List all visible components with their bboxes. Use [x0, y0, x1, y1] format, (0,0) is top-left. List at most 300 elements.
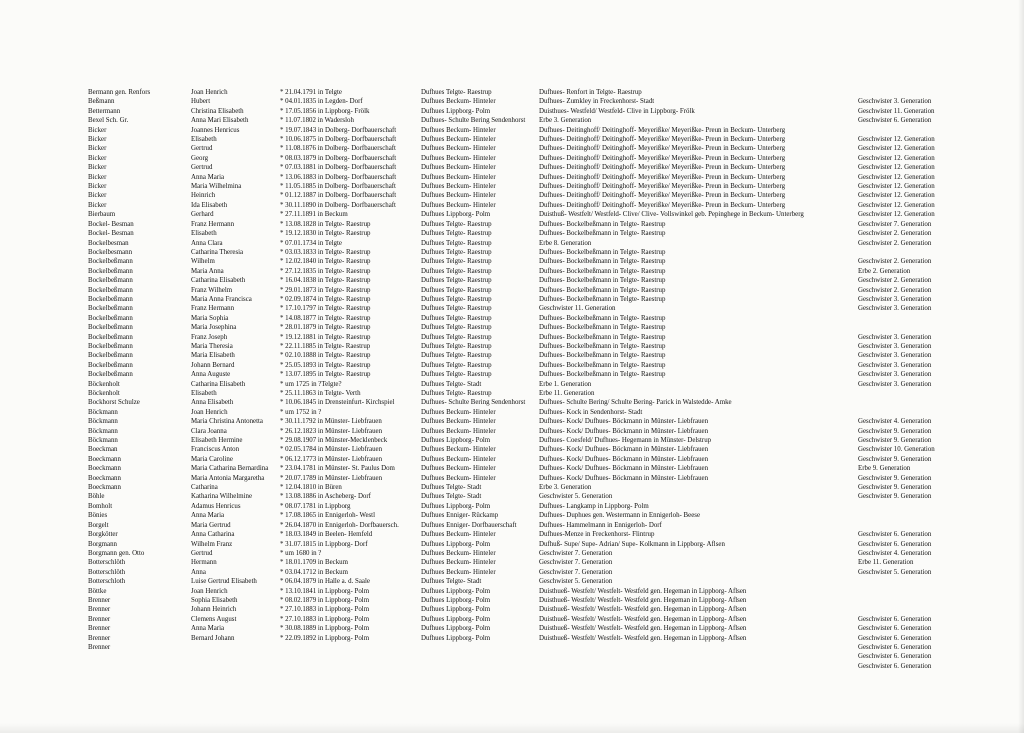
given-name-cell: Ida Elisabeth: [191, 201, 228, 209]
origin-cell: Dufhues Telgte- Raestrup: [421, 305, 492, 313]
origin-cell: Dufhues Telgte- Raestrup: [421, 286, 492, 294]
generation-cell: Geschwister 6. Generation: [858, 531, 932, 539]
surname-cell: Bomholt: [88, 502, 113, 510]
origin-cell: Dufhues Telgte- Raestrup: [421, 361, 492, 369]
surname-cell: Boeckmann: [88, 474, 121, 482]
family-line-cell: Dufhues- Kock/ Dufhues- Böckmann in Münster- Liebfrauen: [539, 427, 709, 435]
generation-cell: Geschwister 2. Generation: [858, 286, 932, 294]
birth-cell: * 23.04.1781 in Münster- St. Paulus Dom: [280, 465, 395, 473]
birth-cell: * 02.05.1784 in Münster- Liebfrauen: [280, 446, 383, 454]
birth-cell: * 28.01.1879 in Telgte- Raestrup: [280, 324, 371, 332]
generation-cell: [858, 248, 978, 257]
generation-cell: Geschwister 9. Generation: [858, 455, 932, 463]
surname-cell: Böhle: [88, 493, 105, 501]
family-line-cell: Dufhues- Deitinghoff/ Deitinghoff- Meyerißke/ Meyerißke- Preun in Beckum- Unterberg: [539, 164, 786, 172]
surname-cell: Borgkötter: [88, 531, 118, 539]
generation-cell: Geschwister 6. Generation: [858, 540, 932, 548]
birth-cell: * 25.05.1893 in Telgte- Raestrup: [280, 361, 371, 369]
origin-cell: Dufhues Lippborg- Polm: [421, 437, 491, 445]
family-line-cell: Erbe 1. Generation: [539, 380, 592, 388]
generation-cell: Geschwister 6. Generation: [858, 634, 932, 642]
family-line-cell: Erbe 3. Generation: [539, 117, 592, 125]
origin-cell: Dufhues Beckum- Hinteler: [421, 474, 496, 482]
surname-cell: Boeckman: [88, 446, 118, 454]
surname-cell: Böckmann: [88, 418, 118, 426]
birth-cell: * 14.08.1877 in Telgte- Raestrup: [280, 314, 371, 322]
origin-cell: Dufhues Lippborg- Polm: [421, 625, 491, 633]
family-line-cell: Dufhues- Renfort in Telgte- Raestrup: [539, 89, 642, 96]
family-line-cell: Dufhues- Deitinghoff/ Deitinghoff- Meyerißke/ Meyerißke- Preun in Beckum- Unterberg: [539, 183, 786, 191]
surname-cell: Bicker: [88, 164, 107, 172]
given-name-cell: Franciscus Anton: [191, 446, 240, 454]
generation-cell: Geschwister 3. Generation: [858, 305, 932, 313]
origin-cell: Dufhues Beckum- Hinteler: [421, 418, 496, 426]
origin-cell: Dufhues Telgte- Raestrup: [421, 248, 492, 256]
birth-cell: * 18.03.1849 in Beelen- Hemfeld: [280, 531, 373, 539]
given-name-cell: Franz Joseph: [191, 333, 228, 341]
origin-cell: Dufhues Telgte- Raestrup: [421, 333, 492, 341]
given-name-cell: Christina Elisabeth: [191, 107, 244, 115]
given-name-cell: Hermann: [191, 559, 217, 567]
given-name-cell: Gertrud: [191, 145, 213, 153]
birth-cell: * 03.04.1712 in Beckum: [280, 568, 348, 576]
family-line-cell: Duisthueß- Westfelt/ Westfelt- Westfeld gen. Hegeman in Lippborg- Aflsen: [539, 596, 747, 604]
birth-cell: * 10.06.1845 in Drensteinfurt- Kirchspiel: [280, 399, 395, 407]
origin-cell: Dufhues Beckum- Hinteler: [421, 201, 496, 209]
surname-cell: Botterschlöth: [88, 559, 126, 567]
surname-cell: Beßmann: [88, 98, 115, 106]
origin-cell: Dufhues Beckum- Hinteler: [421, 145, 496, 153]
generation-cell: Geschwister 12. Generation: [858, 164, 935, 172]
given-name-cell: Catharina Elisabeth: [191, 380, 246, 388]
given-name-cell: Joan Henrich: [191, 587, 228, 595]
origin-cell: Dufhues Lippborg- Polm: [421, 634, 491, 642]
origin-cell: Dufhues Lippborg- Polm: [421, 540, 491, 548]
family-line-cell: Duisthueß- Westfelt/ Westfelt- Westfeld gen. Hegeman in Lippborg- Aflsen: [539, 634, 747, 642]
surname-cell: Bockelbeßmann: [88, 333, 133, 341]
given-name-cell: Maria Gertrud: [191, 521, 231, 529]
family-line-cell: Dufhues- Bockelbeßmann in Telgte- Raestrup: [539, 333, 666, 341]
given-name-cell: Anna Elisabeth: [191, 399, 234, 407]
family-line-cell: Dufhues- Bockelbeßmann in Telgte- Raestrup: [539, 314, 666, 322]
family-line-cell: Dufhues- Bockelbeßmann in Telgte- Raestrup: [539, 258, 666, 266]
origin-cell: Dufhues Beckum- Hinteler: [421, 465, 496, 473]
given-name-cell: Maria Christina Antonetta: [191, 418, 263, 426]
given-name-cell: Johann Heinrich: [191, 606, 237, 614]
surname-cell: Bermann gen. Renfors: [88, 89, 151, 96]
generation-cell: Geschwister 3. Generation: [858, 361, 932, 369]
surname-cell: Bockelbeßmann: [88, 305, 133, 313]
origin-cell: Dufhues Enniger- Dorfbauerschaft: [421, 521, 517, 529]
family-line-cell: Duisthuß- Westfelt/ Westfeld- Clive/ Clive- Vollswinkel geb. Pepinghege in Beckum- Unterberg: [539, 211, 804, 219]
generation-cell: [858, 521, 978, 530]
generation-cell: [858, 88, 978, 97]
origin-cell: Dufhues Telgte- Stadt: [421, 380, 482, 388]
birth-column: [280, 88, 416, 643]
given-name-cell: Maria Wilhelmina: [191, 183, 242, 191]
generation-cell: Geschwister 2. Generation: [858, 258, 932, 266]
birth-cell: * 17.10.1797 in Telgte- Raestrup: [280, 305, 371, 313]
generation-cell: Geschwister 6. Generation: [858, 625, 932, 633]
generation-cell: Geschwister 6. Generation: [858, 643, 932, 651]
generation-cell: Geschwister 12. Generation: [858, 154, 935, 162]
given-name-cell: Bernard Johann: [191, 634, 235, 642]
given-name-cell: Elisabeth: [191, 136, 217, 144]
surname-cell: Bicker: [88, 126, 107, 134]
family-line-cell: Dufhues- Bockelbeßmann in Telgte- Raestrup: [539, 277, 666, 285]
origin-cell: Dufhues Telgte- Raestrup: [421, 342, 492, 350]
generation-cell: Geschwister 12. Generation: [858, 136, 935, 144]
birth-cell: * 31.07.1815 in Lippborg- Dorf: [280, 540, 368, 548]
origin-cell: Dufhues Telgte- Raestrup: [421, 314, 492, 322]
generation-cell: [858, 605, 978, 614]
generation-cell: Geschwister 5. Generation: [858, 568, 932, 576]
family-line-cell: Dufhues- Kock/ Dufhues- Böckmann in Münster- Liebfrauen: [539, 474, 709, 482]
birth-cell: * 19.07.1843 in Dolberg- Dorfbauerschaft: [280, 126, 397, 134]
generation-cell: Geschwister 9. Generation: [858, 474, 932, 482]
surname-cell: Borgmann: [88, 540, 117, 548]
generation-cell: Geschwister 10. Generation: [858, 446, 935, 454]
given-name-cell: Elisabeth: [191, 230, 217, 238]
given-name-cell: Maria Catharina Bernardina: [191, 465, 269, 473]
page-edge-shadow: [1018, 0, 1024, 733]
birth-cell: * 10.06.1875 in Dolberg- Dorfbauerschaft: [280, 136, 397, 144]
surname-cell: Botterschlöth: [88, 568, 126, 576]
family-line-cell: Erbe 3. Generation: [539, 484, 592, 492]
surname-cell: Bicker: [88, 136, 107, 144]
family-line-cell: Dufhues- Deitinghoff/ Deitinghoff- Meyerißke/ Meyerißke- Preun in Beckum- Unterberg: [539, 192, 786, 200]
birth-cell: * 02.09.1874 in Telgte- Raestrup: [280, 295, 371, 303]
origin-cell: Dufhues Beckum- Hinteler: [421, 559, 496, 567]
given-name-cell: Maria Anna: [191, 267, 224, 275]
given-name-cell: Anna Mari Elisabeth: [191, 117, 249, 125]
family-line-cell: Duisthueß- Westfelt/ Westfelt- Westfeld gen. Hegeman in Lippborg- Aflsen: [539, 615, 747, 623]
birth-cell: * 11.08.1876 in Dolberg- Dorfbauerschaft: [280, 145, 396, 153]
origin-cell: Dufhues Beckum- Hinteler: [421, 126, 496, 134]
birth-cell: * 29.08.1907 in Münster-Mecklenbeck: [280, 437, 388, 445]
surname-cell: Bockelbesman: [88, 239, 129, 247]
given-name-cell: Wilhelm Franz: [191, 540, 233, 548]
origin-cell: Dufhues Telgte- Raestrup: [421, 89, 492, 96]
birth-cell: * 27.10.1883 in Lippborg- Polm: [280, 615, 370, 623]
origin-cell: Dufhues Telgte- Raestrup: [421, 371, 492, 379]
origin-cell: Dufhues Beckum- Hinteler: [421, 568, 496, 576]
family-line-cell: Dufhues- Coesfeld/ Dufhues- Hegemann in Münster- Delstrup: [539, 437, 712, 445]
given-name-cell: Maria Sophia: [191, 314, 229, 322]
generation-cell: [858, 577, 978, 586]
origin-cell: Dufhues Telgte- Raestrup: [421, 258, 492, 266]
given-name-column: [191, 88, 279, 643]
generation-cell: Geschwister 2. Generation: [858, 239, 932, 247]
surname-cell: Bierbaum: [88, 211, 116, 219]
origin-cell: Dufhues Telgte- Raestrup: [421, 220, 492, 228]
origin-cell: Dufhues Telgte- Raestrup: [421, 352, 492, 360]
birth-cell: * 13.06.1883 in Dolberg- Dorfbauerschaft: [280, 173, 397, 181]
given-name-cell: Anna Auguste: [191, 371, 231, 379]
family-line-cell: Duisthueß- Westfelt/ Westfelt- Westfeld gen. Hegeman in Lippborg- Aflsen: [539, 587, 747, 595]
family-line-cell: Dufhues- Duphues gen. Westermann in Ennigerloh- Beese: [539, 512, 701, 520]
origin-cell: Dufhues Telgte- Raestrup: [421, 324, 492, 332]
birth-cell: * 03.03.1833 in Telgte- Raestrup: [280, 248, 371, 256]
generation-cell: Geschwister 12. Generation: [858, 201, 935, 209]
origin-cell: Dufhues Beckum- Hinteler: [421, 173, 496, 181]
birth-cell: * 18.01.1709 in Beckum: [280, 559, 348, 567]
family-line-cell: Dufhues- Deitinghoff/ Deitinghoff- Meyerißke/ Meyerißke- Preun in Beckum- Unterberg: [539, 145, 786, 153]
origin-cell: Dufhues Telgte- Stadt: [421, 578, 482, 586]
family-line-cell: Dufhues- Deitinghoff/ Deitinghoff- Meyerißke/ Meyerißke- Preun in Beckum- Unterberg: [539, 126, 786, 134]
birth-cell: * um 1752 in ?: [280, 408, 322, 416]
generation-cell: Erbe 2. Generation: [858, 267, 911, 275]
generation-cell: [858, 596, 978, 605]
given-name-cell: Elisabeth: [191, 390, 217, 397]
family-line-cell: Dufhues-Menze in Freckenhorst- Flintrup: [539, 531, 655, 539]
birth-cell: * 07.03.1881 in Dolberg- Dorfbauerschaft: [280, 164, 397, 172]
generation-cell: Geschwister 6. Generation: [858, 615, 932, 623]
family-line-cell: Dufhues- Deitinghoff/ Deitinghoff- Meyerißke/ Meyerißke- Preun in Beckum- Unterberg: [539, 154, 786, 162]
family-line-cell: Dufhues- Bockelbeßmann in Telgte- Raestrup: [539, 295, 666, 303]
family-line-cell: Dufhues- Bockelbeßmann in Telgte- Raestrup: [539, 324, 666, 332]
birth-cell: * 27.11.1891 in Beckum: [280, 211, 348, 219]
generation-cell: [858, 398, 978, 407]
surname-cell: Brenner: [88, 596, 111, 604]
birth-cell: * 17.05.1856 in Lippborg- Frölk: [280, 107, 370, 115]
family-line-cell: Erbe 11. Generation: [539, 390, 595, 397]
generation-cell: Geschwister 12. Generation: [858, 183, 935, 191]
surname-cell: Bönies: [88, 512, 108, 520]
origin-cell: Dufhues Beckum- Hinteler: [421, 183, 496, 191]
origin-cell: Dufhues Lippborg- Polm: [421, 587, 491, 595]
generation-cell: Geschwister 6. Generation: [858, 117, 932, 125]
generation-cell: Geschwister 12. Generation: [858, 173, 935, 181]
surname-cell: Brenner: [88, 634, 111, 642]
birth-cell: * 25.11.1863 in Telgte- Verth: [280, 390, 361, 397]
birth-cell: * 30.11.1890 in Dolberg- Dorfbauerschaft: [280, 201, 396, 209]
birth-cell: * 22.11.1885 in Telgte- Raestrup: [280, 342, 371, 350]
surname-cell: Bockel- Besman: [88, 220, 134, 228]
surname-cell: Bexel Sch. Gr.: [88, 117, 129, 125]
family-line-cell: Duisthueß- Westfelt/ Westfelt- Westfeld gen. Hegeman in Lippborg- Aflsen: [539, 606, 747, 614]
origin-cell: Dufhues Beckum- Hinteler: [421, 446, 496, 454]
origin-cell: Dufhues Beckum- Hinteler: [421, 531, 496, 539]
birth-cell: * 17.08.1865 in Ennigerloh- Westl: [280, 512, 376, 520]
surname-cell: Bockelbeßmann: [88, 352, 133, 360]
generation-cell: Geschwister 9. Generation: [858, 484, 932, 492]
family-line-cell: Dufhues- Deitinghoff/ Deitinghoff- Meyerißke/ Meyerißke- Preun in Beckum- Unterberg: [539, 136, 786, 144]
surname-cell: Boeckmann: [88, 455, 121, 463]
family-line-cell: Dufhues- Zumkley in Freckenhorst- Stadt: [539, 98, 655, 106]
birth-cell: * 19.12.1830 in Telgte- Raestrup: [280, 230, 371, 238]
surname-cell: Bockelbeßmann: [88, 314, 133, 322]
generation-cell: [858, 389, 978, 398]
generation-cell: Geschwister 6. Generation: [858, 653, 932, 661]
origin-cell: Dufhues Lippborg- Polm: [421, 502, 491, 510]
generation-column: [858, 88, 978, 671]
origin-cell: Dufhues Telgte- Raestrup: [421, 230, 492, 238]
origin-cell: Dufhues Beckum- Hinteler: [421, 164, 496, 172]
surname-cell: Bicker: [88, 183, 107, 191]
given-name-cell: Anna Clara: [191, 239, 223, 247]
surname-cell: Böckmann: [88, 437, 118, 445]
given-name-cell: Maria Elisabeth: [191, 352, 235, 360]
family-line-cell: Dufhues- Deitinghoff/ Deitinghoff- Meyerißke/ Meyerißke- Preun in Beckum- Unterberg: [539, 173, 786, 181]
surname-cell: Borgmann gen. Otto: [88, 549, 145, 557]
surname-cell: Boeckmann: [88, 465, 121, 473]
generation-cell: Geschwister 4. Generation: [858, 549, 932, 557]
family-line-cell: Duisthueß- Westfelt/ Westfelt- Westfeld gen. Hegeman in Lippborg- Aflsen: [539, 625, 747, 633]
family-line-cell: Dufhues- Bockelbeßmann in Telgte- Raestrup: [539, 342, 666, 350]
origin-cell: Dufhues Beckum- Hinteler: [421, 136, 496, 144]
family-line-cell: Geschwister 7. Generation: [539, 568, 613, 576]
given-name-cell: Katharina Wilhelmine: [191, 493, 253, 501]
origin-cell: Dufhues Beckum- Hinteler: [421, 192, 496, 200]
birth-cell: * 13.08.1886 in Ascheberg- Dorf: [280, 493, 371, 501]
family-line-cell: Dufhues- Deitinghoff/ Deitinghoff- Meyerißke/ Meyerißke- Preun in Beckum- Unterberg: [539, 201, 786, 209]
family-line-cell: Dufhues- Kock/ Dufhues- Böckmann in Münster- Liebfrauen: [539, 455, 709, 463]
given-name-cell: Gertrud: [191, 164, 213, 172]
generation-cell: [858, 323, 978, 332]
birth-cell: * 06.04.1879 in Halle a. d. Saale: [280, 578, 370, 586]
given-name-cell: Hubert: [191, 98, 211, 106]
origin-cell: Dufhues Telgte- Raestrup: [421, 267, 492, 275]
birth-cell: * 11.07.1802 in Wadersloh: [280, 117, 354, 125]
birth-cell: * 12.04.1810 in Büren: [280, 484, 342, 492]
surname-cell: Bockel- Besman: [88, 230, 134, 238]
surname-column: [88, 88, 184, 652]
surname-cell: Bockelbeßmann: [88, 371, 133, 379]
family-line-cell: Dufhues- Bockelbeßmann in Telgte- Raestrup: [539, 267, 666, 275]
birth-cell: * 13.08.1828 in Telgte- Raestrup: [280, 220, 371, 228]
birth-cell: * 13.10.1841 in Lippborg- Polm: [280, 587, 370, 595]
origin-cell: Dufhues Enniger- Rückamp: [421, 512, 499, 520]
family-line-cell: Dufhuß- Supe/ Supe- Adrian/ Supe- Kolkmann in Lippborg- Aflsen: [539, 540, 725, 548]
origin-cell: Dufhues Lippborg- Polm: [421, 615, 491, 623]
birth-cell: * 02.10.1888 in Telgte- Raestrup: [280, 352, 371, 360]
origin-cell: Dufhues Telgte- Raestrup: [421, 390, 492, 397]
family-line-cell: Dufhues- Kock/ Dufhues- Böckmann in Münster- Liebfrauen: [539, 465, 709, 473]
generation-cell: Erbe 11. Generation: [858, 559, 914, 567]
birth-cell: * 01.12.1887 in Dolberg- Dorfbauerschaft: [280, 192, 397, 200]
surname-cell: Bockelbeßmann: [88, 324, 133, 332]
birth-cell: * 26.12.1823 in Münster- Liebfrauen: [280, 427, 383, 435]
origin-cell: Dufhues Beckum- Hinteler: [421, 408, 496, 416]
surname-cell: Bockelbeßmann: [88, 258, 133, 266]
birth-cell: * 07.01.1734 in Telgte: [280, 239, 342, 247]
generation-cell: Geschwister 3. Generation: [858, 380, 932, 388]
given-name-cell: Wilhelm: [191, 258, 215, 266]
given-name-cell: Gertrud: [191, 549, 213, 557]
given-name-cell: Maria Anna Francisca: [191, 295, 252, 303]
family-line-cell: Dufhues- Hammelmann in Ennigerloh- Dorf: [539, 521, 662, 529]
origin-column: [421, 88, 531, 643]
generation-cell: Geschwister 3. Generation: [858, 333, 932, 341]
given-name-cell: Heinrich: [191, 192, 216, 200]
origin-cell: Dufhues Lippborg- Polm: [421, 211, 491, 219]
family-line-cell: Geschwister 5. Generation: [539, 578, 613, 586]
surname-cell: Böckenholt: [88, 380, 120, 388]
family-line-cell: Duisthues- Westfeld/ Westfeld- Clive in Lippborg- Frölk: [539, 107, 695, 115]
generation-cell: Geschwister 2. Generation: [858, 277, 932, 285]
family-line-cell: Geschwister 11. Generation: [539, 305, 616, 313]
origin-cell: Dufhues- Schulte Bering Sendenhorst: [421, 117, 526, 125]
generation-cell: [858, 502, 978, 511]
family-line-cell: Dufhues- Bockelbeßmann in Telgte- Raestrup: [539, 286, 666, 294]
given-name-cell: Franz Wilhelm: [191, 286, 233, 294]
birth-cell: * 29.01.1873 in Telgte- Raestrup: [280, 286, 371, 294]
origin-cell: Dufhues Lippborg- Polm: [421, 596, 491, 604]
given-name-cell: Clemens August: [191, 615, 237, 623]
surname-cell: Botterschloth: [88, 578, 126, 586]
generation-cell: Geschwister 3. Generation: [858, 352, 932, 360]
given-name-cell: Franz Hermann: [191, 305, 235, 313]
family-line-cell: Geschwister 7. Generation: [539, 549, 613, 557]
surname-cell: Bicker: [88, 154, 107, 162]
origin-cell: Dufhues Lippborg- Polm: [421, 107, 491, 115]
surname-cell: Brenner: [88, 625, 111, 633]
given-name-cell: Maria Theresia: [191, 342, 233, 350]
origin-cell: Dufhues Telgte- Raestrup: [421, 295, 492, 303]
origin-cell: Dufhues Telgte- Raestrup: [421, 277, 492, 285]
given-name-cell: Maria Josephina: [191, 324, 237, 332]
family-line-cell: Dufhues- Bockelbeßmann in Telgte- Raestrup: [539, 230, 666, 238]
birth-cell: * 22.09.1892 in Lippborg- Polm: [280, 634, 370, 642]
surname-cell: Bockhorst Schulze: [88, 399, 140, 407]
birth-cell: * 30.08.1889 in Lippborg- Polm: [280, 625, 370, 633]
surname-cell: Bicker: [88, 192, 107, 200]
surname-cell: Bockelbeßmann: [88, 361, 133, 369]
surname-cell: Bettermann: [88, 107, 121, 115]
given-name-cell: Luise Gertrud Elisabeth: [191, 578, 257, 586]
surname-cell: Boeckmann: [88, 484, 121, 492]
origin-cell: Dufhues Lippborg- Polm: [421, 606, 491, 614]
family-line-cell: Dufhues- Bockelbeßmann in Telgte- Raestrup: [539, 220, 666, 228]
surname-cell: Böckmann: [88, 427, 118, 435]
given-name-cell: Catharina Elisabeth: [191, 277, 246, 285]
birth-cell: * 20.07.1789 in Münster- Liebfrauen: [280, 474, 383, 482]
generation-cell: Geschwister 11. Generation: [858, 107, 935, 115]
generation-cell: Geschwister 3. Generation: [858, 98, 932, 106]
origin-cell: Dufhues- Schulte Bering Sendenhorst: [421, 399, 526, 407]
generation-cell: Geschwister 12. Generation: [858, 211, 935, 219]
birth-cell: * um 1680 in ?: [280, 549, 322, 557]
family-line-cell: Dufhues- Schulte Bering/ Schulte Bering- Parick in Walstedde- Amke: [539, 399, 732, 407]
given-name-cell: Maria Antonia Margaretha: [191, 474, 265, 482]
generation-cell: Geschwister 3. Generation: [858, 371, 932, 379]
surname-cell: Bockelbeßmann: [88, 277, 133, 285]
birth-cell: * 11.05.1885 in Dolberg- Dorfbauerschaft: [280, 183, 396, 191]
generation-cell: Geschwister 9. Generation: [858, 493, 932, 501]
family-line-cell: Dufhues- Bockelbeßmann in Telgte- Raestrup: [539, 352, 666, 360]
origin-cell: Dufhues Beckum- Hinteler: [421, 154, 496, 162]
generation-cell: Geschwister 9. Generation: [858, 437, 932, 445]
generation-cell: [858, 587, 978, 596]
generation-cell: Geschwister 12. Generation: [858, 192, 935, 200]
origin-cell: Dufhues Telgte- Raestrup: [421, 239, 492, 247]
family-line-column: [539, 88, 839, 643]
family-line-cell: Dufhues- Bockelbeßmann in Telgte- Raestrup: [539, 248, 666, 256]
generation-cell: Geschwister 2. Generation: [858, 230, 932, 238]
surname-cell: Brenner: [88, 615, 111, 623]
birth-cell: * 26.04.1870 in Ennigerloh- Dorfbauersch.: [280, 521, 399, 529]
surname-cell: Bockelbeßmann: [88, 342, 133, 350]
birth-cell: * 13.07.1895 in Telgte- Raestrup: [280, 371, 371, 379]
given-name-cell: Gerhard: [191, 211, 214, 219]
surname-cell: Bicker: [88, 201, 107, 209]
birth-cell: * 12.02.1840 in Telgte- Raestrup: [280, 258, 371, 266]
surname-cell: Bockelbeßmann: [88, 286, 133, 294]
given-name-cell: Anna Catharina: [191, 531, 235, 539]
given-name-cell: Maria Caroline: [191, 455, 233, 463]
given-name-cell: Elisabeth Hermine: [191, 437, 243, 445]
